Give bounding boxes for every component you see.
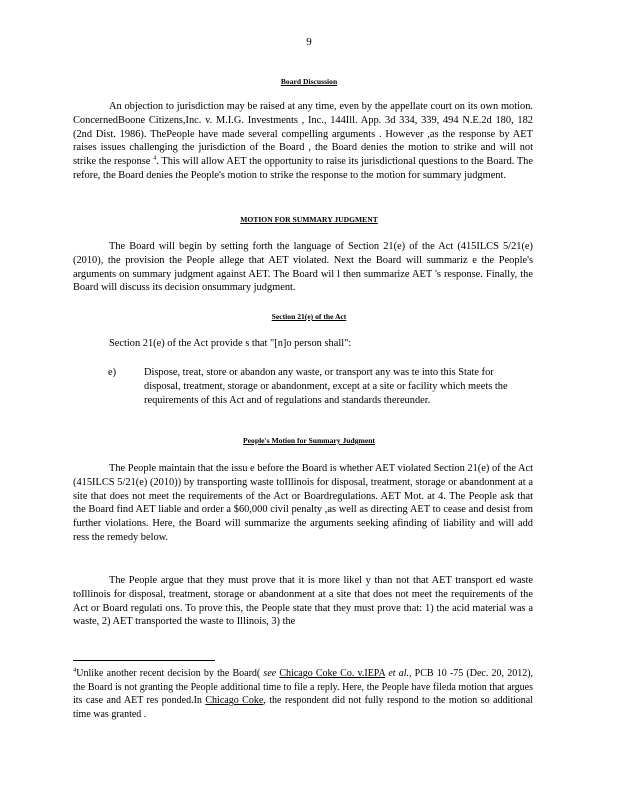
- paragraph-people-argue: The People argue that they must prove that it is more likel y than not that AET transport ed waste toIllinois for disposal, treatment, storage or abandonment at a site that does not meet the requirements of the Act or Board regulati ons. To prove this, the People state that they must prove that: 1) the acid material was a waste, 2) AET transported the waste to Illinois, 3) the: [73, 575, 533, 628]
- paragraph-jurisdiction: An objection to jurisdiction may be raised at any time, even by the appellate court on its own motion. ConcernedBoone Citizens,Inc. v. M.I.G. Investments , Inc., 144Ill. App. 3d 334, 339, 494 N.E.2d 180, 182 (2nd Dist. 1986). ThePeople have made several compelling arguments . However ,as the response by AET raises issues challenging the jurisdiction of the Board , the Board denies the motion to strike and will not strike the response $^4$. This will allow AET the opportunity to raise its jurisdictional questions to the Board. The refore, the Board denies the People's motion to strike the response to the motion for summary judgment.: [73, 101, 533, 181]
- statute-quote: Dispose, treat, store or abandon any waste, or transport any was te into this State for disposal, treatment, storage or abandonment, except at a site or facility which meets the requirements of this Act and of regulations and standards thereunder.: [144, 367, 508, 406]
- paragraph-people-maintain: The People maintain that the issu e before the Board is whether AET violated Section 21(e) of the Act (415ILCS 5/21(e) (2010)) by transporting waste toIllinois for disposal, treatment, storage or abandonment at a site that does not meet the requirements of the Act or Boardregulations. AET Mot. at 4. The People ask that the Board find AET liable and order a $60,000 civil penalty ,as well as directing AET to cease and desist from further violations. Here, the Board will summarize the arguments seeking afinding of liability and will add ress the remedy below.: [73, 463, 533, 543]
- heading-motion-summary-judgment: MOTION FOR SUMMARY JUDGMENT: [240, 215, 378, 224]
- heading-board-discussion: Board Discussion: [280, 77, 338, 86]
- quote-label: e): [108, 367, 117, 378]
- heading-section-21e: Section 21(e) of the Act: [271, 312, 347, 321]
- footnote: $^4$Unlike another recent decision by the Board( see Chicago Coke Co. v.IEPA et al., PCB 10 -75 (Dec. 20, 2012), the Board is not granting the People additional time to file a reply. Here, the People have fileda motion that argues its case and AET res ponded.In Chicago Coke, the respondent did not fully respond to the motion so additional time was granted .: [73, 666, 534, 720]
- paragraph-section-intro: Section 21(e) of the Act provide s that "[n]o person shall":: [109, 338, 352, 349]
- paragraph-overview: The Board will begin by setting forth the language of Section 21(e) of the Act (415ILCS 5/21(e) (2010), the provision the People allege that AET violated. Next the Board will summariz e the People's arguments on summary judgment against AET. The Board wil l then summarize AET 's response. Finally, the Board will discuss its decision onsummary judgment.: [73, 241, 533, 294]
- page-number: 9: [306, 36, 312, 48]
- footnote-rule: [73, 660, 215, 661]
- footnote-marker: 4: [153, 154, 157, 162]
- heading-peoples-motion: People's Motion for Summary Judgment: [243, 436, 375, 445]
